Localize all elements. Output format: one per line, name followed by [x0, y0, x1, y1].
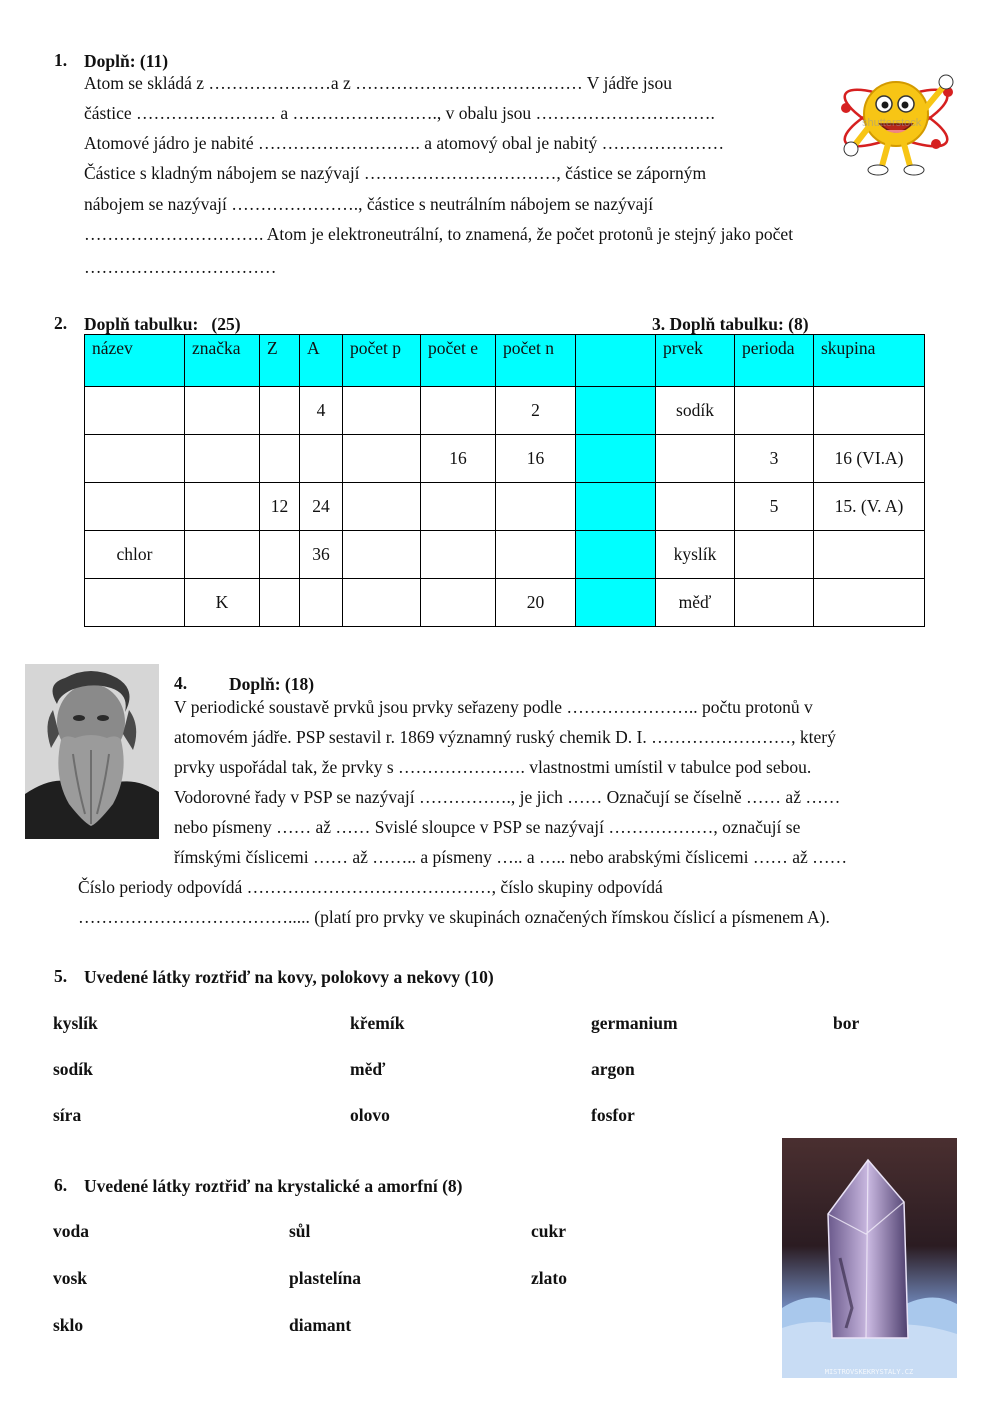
table-row	[85, 387, 925, 435]
substance-word: plastelína	[289, 1268, 361, 1288]
table-cell[interactable]: 24	[300, 483, 343, 531]
table-cell[interactable]	[343, 387, 421, 435]
table-cell[interactable]: 16	[496, 435, 576, 483]
table-cell[interactable]: 36	[300, 531, 343, 579]
section-4-line: římskými číslicemi …… až …….. a písmeny ….. a ….. nebo arabskými číslicemi …… až ……	[174, 847, 848, 867]
table-cell[interactable]: 16 (VI.A)	[814, 435, 925, 483]
table-cell[interactable]	[85, 387, 185, 435]
substance-word: voda	[53, 1221, 89, 1241]
section-2-number: 2.	[54, 313, 68, 333]
table-cell[interactable]	[185, 483, 260, 531]
table-cell[interactable]	[343, 483, 421, 531]
substance-word: síra	[53, 1105, 82, 1125]
separator-cell	[576, 579, 656, 627]
substance-word: bor	[833, 1013, 860, 1033]
section-4-number: 4.	[174, 673, 188, 693]
table-cell[interactable]	[300, 435, 343, 483]
table-cell[interactable]: 3	[735, 435, 814, 483]
section-6-number: 6.	[54, 1175, 68, 1195]
table-cell[interactable]	[300, 579, 343, 627]
table-cell[interactable]	[735, 579, 814, 627]
table-cell[interactable]	[85, 579, 185, 627]
section-4-line: V periodické soustavě prvků jsou prvky seřazeny podle ………………….. počtu protonů v	[174, 697, 813, 717]
table-cell[interactable]	[735, 387, 814, 435]
table-cell[interactable]: 16	[421, 435, 496, 483]
section-4-line: Vodorovné řady v PSP se nazývají ……………., je jich …… Označují se číselně …… až ……	[174, 787, 841, 807]
section-1-line: Atomové jádro je nabité ………………………. a atomový obal je nabitý …………………	[84, 133, 725, 153]
table-cell[interactable]	[496, 531, 576, 579]
table-cell[interactable]	[421, 483, 496, 531]
section-5-title: Uvedené látky roztřiď na kovy, polokovy a nekovy (10)	[84, 967, 494, 987]
separator-cell	[576, 483, 656, 531]
header-cell: perioda	[735, 335, 814, 387]
header-cell: počet e	[421, 335, 496, 387]
table-cell[interactable]	[343, 435, 421, 483]
table-cell[interactable]: 20	[496, 579, 576, 627]
section-1-line: …………………………. Atom je elektroneutrální, to znamená, že počet protonů je stejný jako počet	[84, 224, 794, 244]
substance-word: fosfor	[591, 1105, 635, 1125]
substance-word: diamant	[289, 1315, 352, 1335]
separator-cell	[576, 387, 656, 435]
table-cell[interactable]	[85, 483, 185, 531]
table-cell[interactable]	[421, 531, 496, 579]
header-cell: značka	[185, 335, 260, 387]
header-cell: A	[300, 335, 343, 387]
substance-word: germanium	[591, 1013, 678, 1033]
section-1-line: částice …………………… a ……………………., v obalu jsou ………………………….	[84, 103, 715, 123]
table-cell[interactable]: chlor	[85, 531, 185, 579]
crystal-photo-image	[782, 1138, 957, 1378]
table-cell[interactable]: 4	[300, 387, 343, 435]
table-cell[interactable]	[421, 579, 496, 627]
section-1-title: Doplň: (11)	[84, 51, 169, 71]
section-1-line: nábojem se nazývají …………………., částice s neutrálním nábojem se nazývají	[84, 194, 654, 214]
table-cell[interactable]	[343, 531, 421, 579]
table-cell[interactable]	[656, 435, 735, 483]
table-header-row	[85, 335, 925, 387]
header-cell: název	[85, 335, 185, 387]
table-cell[interactable]	[814, 579, 925, 627]
header-cell: počet n	[496, 335, 576, 387]
header-cell: prvek	[656, 335, 735, 387]
table-cell[interactable]: sodík	[656, 387, 735, 435]
section-1-number: 1.	[54, 50, 68, 70]
header-cell: počet p	[343, 335, 421, 387]
mascot-watermark: shutterstock	[862, 117, 922, 129]
table-cell[interactable]	[814, 531, 925, 579]
table-cell[interactable]: měď	[656, 579, 735, 627]
table-cell[interactable]	[260, 387, 300, 435]
table-cell[interactable]	[260, 435, 300, 483]
header-cell: skupina	[814, 335, 925, 387]
section-2-title: Doplň tabulku: (25)	[84, 314, 241, 334]
table-row	[85, 579, 925, 627]
separator-cell	[576, 531, 656, 579]
table-cell[interactable]	[185, 531, 260, 579]
section-4-title: Doplň: (18)	[229, 674, 315, 694]
table-cell[interactable]: 15. (V. A)	[814, 483, 925, 531]
substance-word: křemík	[350, 1013, 405, 1033]
section-6-title: Uvedené látky roztřiď na krystalické a amorfní (8)	[84, 1176, 463, 1196]
section-1-line: ……………………………	[84, 257, 277, 277]
substance-word: sůl	[289, 1221, 311, 1241]
separator-cell	[576, 435, 656, 483]
table-cell[interactable]: kyslík	[656, 531, 735, 579]
header-cell: Z	[260, 335, 300, 387]
substance-word: sklo	[53, 1315, 84, 1335]
substance-word: cukr	[531, 1221, 566, 1241]
table-cell[interactable]	[735, 531, 814, 579]
substance-word: olovo	[350, 1105, 390, 1125]
section-4-line: prvky uspořádal tak, že prvky s …………………. vlastnostmi umístil v tabulce pod sebou.	[174, 757, 812, 777]
table-row	[85, 531, 925, 579]
crystal-watermark: MISTROVSKEKRYSTALY.CZ	[824, 1368, 914, 1376]
table-cell[interactable]	[421, 387, 496, 435]
table-cell[interactable]: 2	[496, 387, 576, 435]
table-cell[interactable]: K	[185, 579, 260, 627]
section-1-line: Částice s kladným nábojem se nazývají ……………………………, částice se záporným	[84, 163, 707, 183]
section-4-line: Číslo periody odpovídá ……………………………………, číslo skupiny odpovídá	[78, 877, 663, 897]
substance-word: kyslík	[53, 1013, 98, 1033]
section-5-number: 5.	[54, 966, 68, 986]
section-4-line: atomovém jádře. PSP sestavil r. 1869 významný ruský chemik D. I. ……………………, který	[174, 727, 836, 747]
table-cell[interactable]	[496, 483, 576, 531]
table-row	[85, 435, 925, 483]
worksheet-table	[84, 334, 925, 627]
table-cell[interactable]	[185, 435, 260, 483]
section-4-line: nebo písmeny …… až …… Svislé sloupce v PSP se nazývají ………………, označují se	[174, 817, 801, 837]
atom-mascot-image	[836, 66, 958, 180]
substance-word: vosk	[53, 1268, 88, 1288]
table-cell[interactable]: 5	[735, 483, 814, 531]
table-cell[interactable]	[343, 579, 421, 627]
mendeleev-portrait-image	[25, 664, 159, 839]
table-cell[interactable]	[814, 387, 925, 435]
table-cell[interactable]	[185, 387, 260, 435]
substance-word: argon	[591, 1059, 635, 1079]
table-cell[interactable]	[85, 435, 185, 483]
table-cell[interactable]	[656, 483, 735, 531]
section-4-line: ………………………………..... (platí pro prvky ve skupinách označených římskou číslicí a písmenem A).	[78, 907, 830, 927]
substance-word: sodík	[53, 1059, 93, 1079]
table-cell[interactable]	[260, 579, 300, 627]
substance-word: měď	[350, 1059, 386, 1079]
table-cell[interactable]: 12	[260, 483, 300, 531]
substance-word: zlato	[531, 1268, 567, 1288]
separator-cell	[576, 335, 656, 387]
section-3-title: 3. Doplň tabulku: (8)	[652, 314, 809, 334]
table-cell[interactable]	[260, 531, 300, 579]
table-row	[85, 483, 925, 531]
section-1-line: Atom se skládá z …………………a z ………………………………… V jádře jsou	[84, 73, 672, 93]
